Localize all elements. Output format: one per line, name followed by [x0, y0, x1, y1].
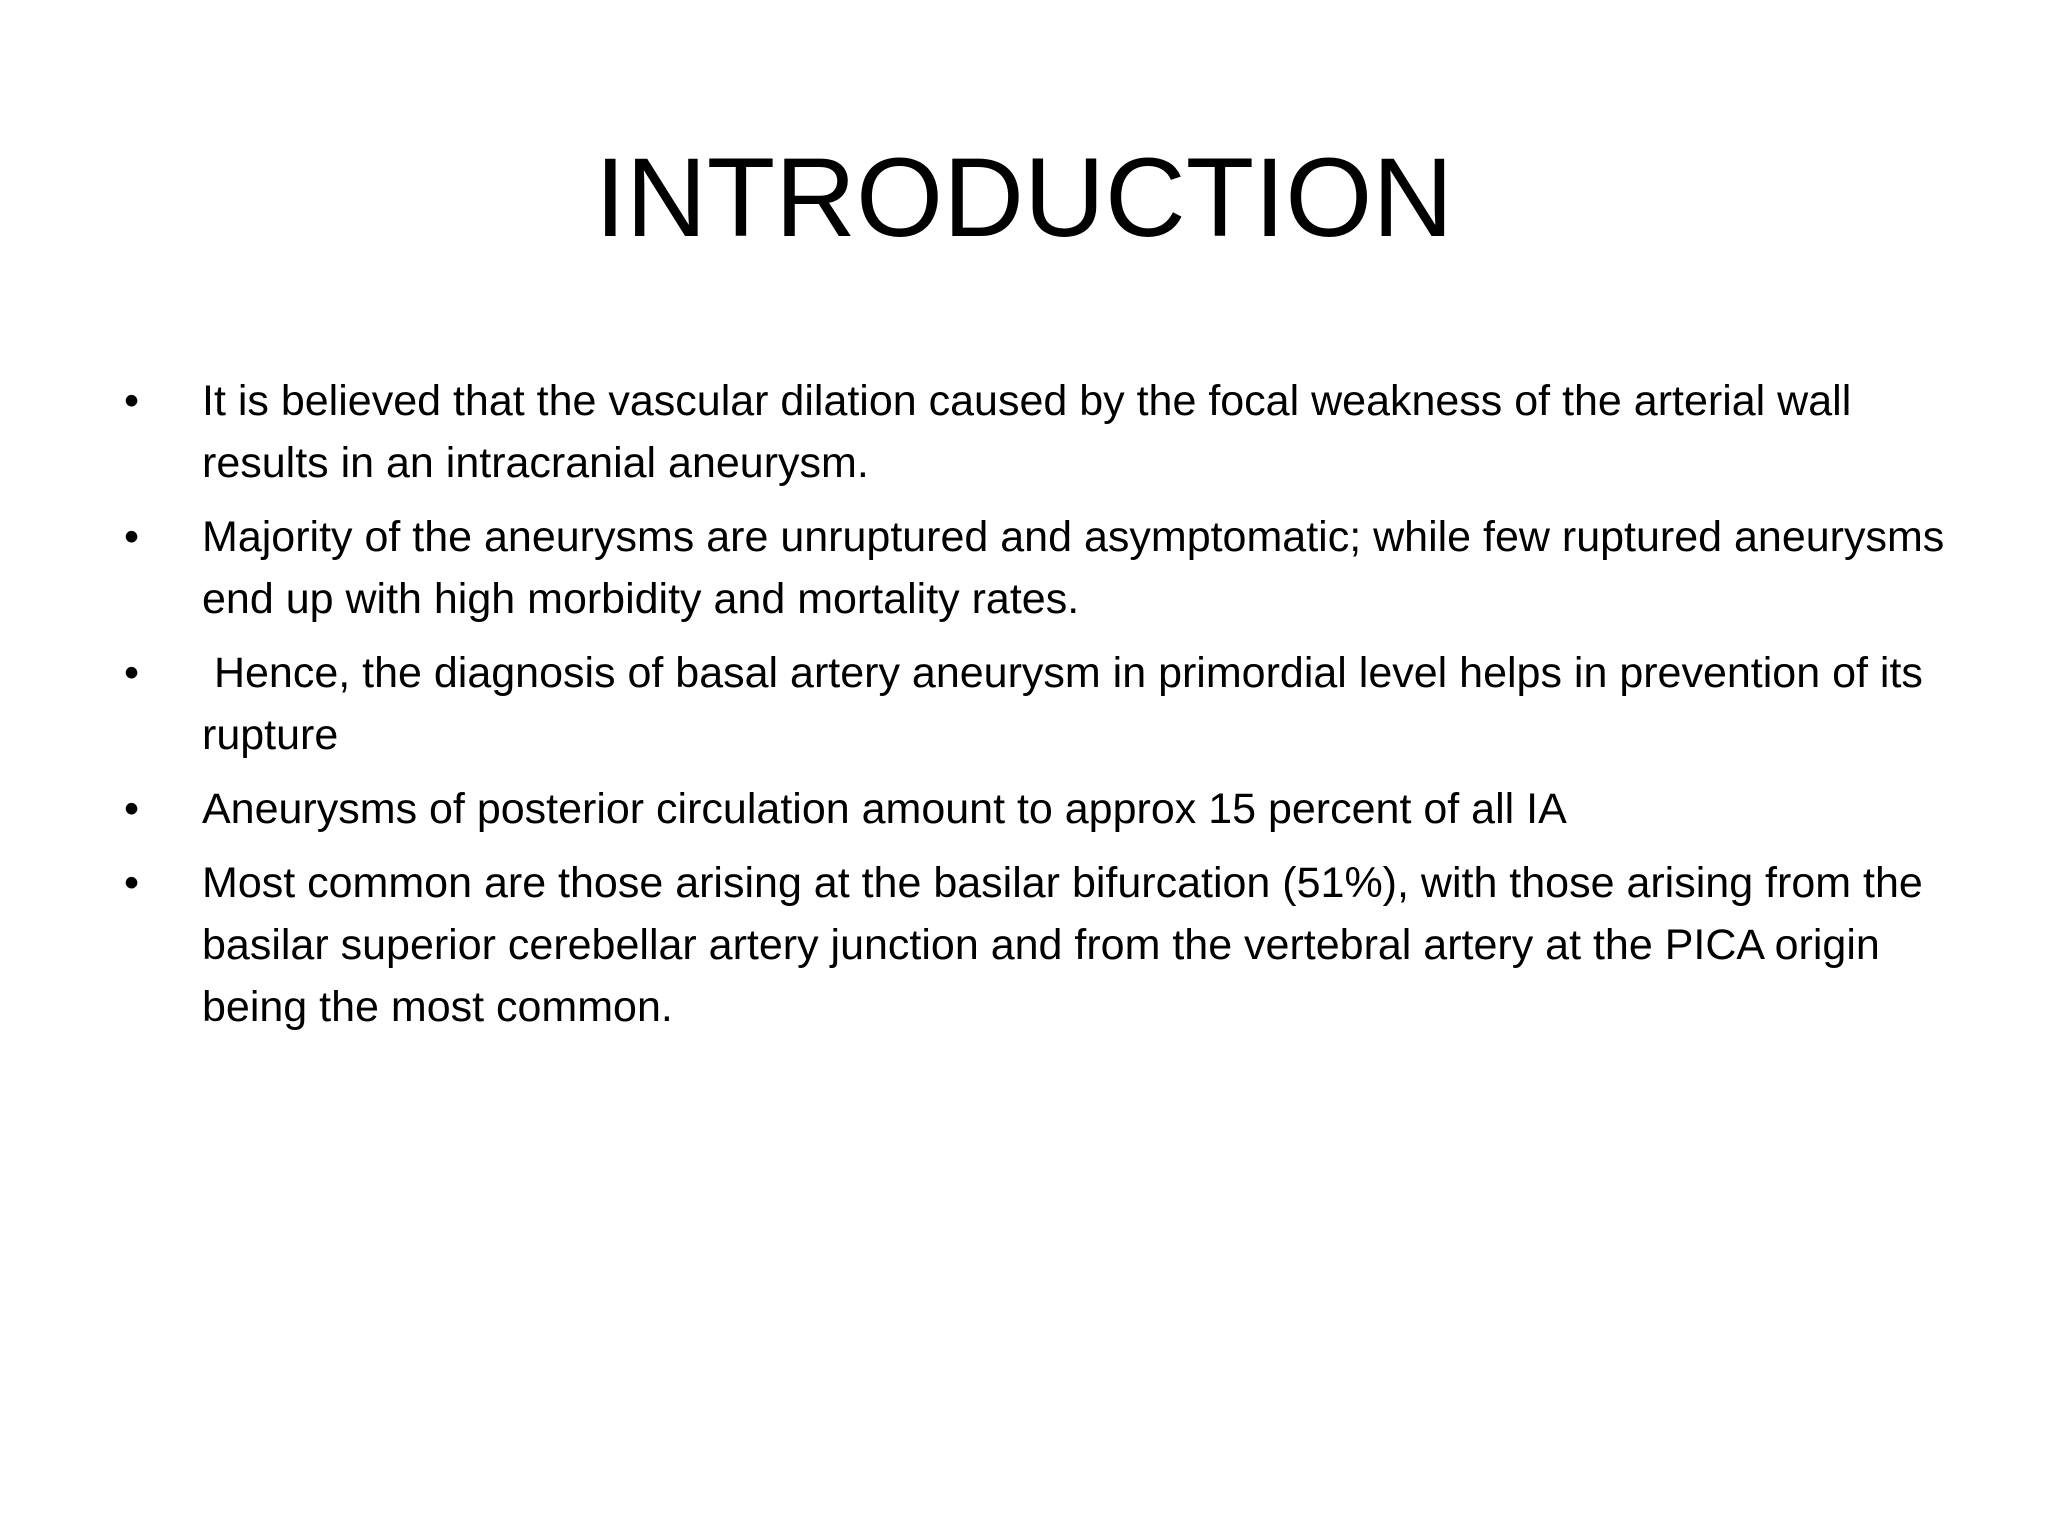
bullet-icon: • — [124, 513, 140, 561]
bullet-icon: • — [124, 649, 140, 697]
bullet-icon: • — [124, 859, 140, 907]
bullet-icon: • — [124, 785, 140, 833]
bullet-text: Hence, the diagnosis of basal artery aneurysm in primordial level helps in prevention of its rupture — [202, 649, 1935, 759]
bullet-item — [120, 852, 1950, 1038]
slide-title: INTRODUCTION — [594, 135, 1454, 260]
bullet-list — [120, 370, 1957, 1050]
bullet-text: It is believed that the vascular dilation caused by the focal weakness of the arterial wall results in an intracranial aneurysm. — [202, 377, 1864, 487]
bullet-item — [120, 642, 1950, 766]
bullet-text: Aneurysms of posterior circulation amount to approx 15 percent of all IA — [202, 785, 1567, 833]
bullet-item — [120, 506, 1957, 630]
bullet-text: Most common are those arising at the basilar bifurcation (51%), with those arising from the basilar superior cerebellar artery junction and from the vertebral artery at the PICA origin being the most common. — [202, 859, 1935, 1031]
bullet-item — [120, 370, 1950, 494]
bullet-item — [120, 778, 1950, 840]
bullet-text: Majority of the aneurysms are unruptured and asymptomatic; while few ruptured aneurysms end up with high morbidity and mortality rates. — [202, 513, 1957, 623]
bullet-icon: • — [124, 377, 140, 425]
